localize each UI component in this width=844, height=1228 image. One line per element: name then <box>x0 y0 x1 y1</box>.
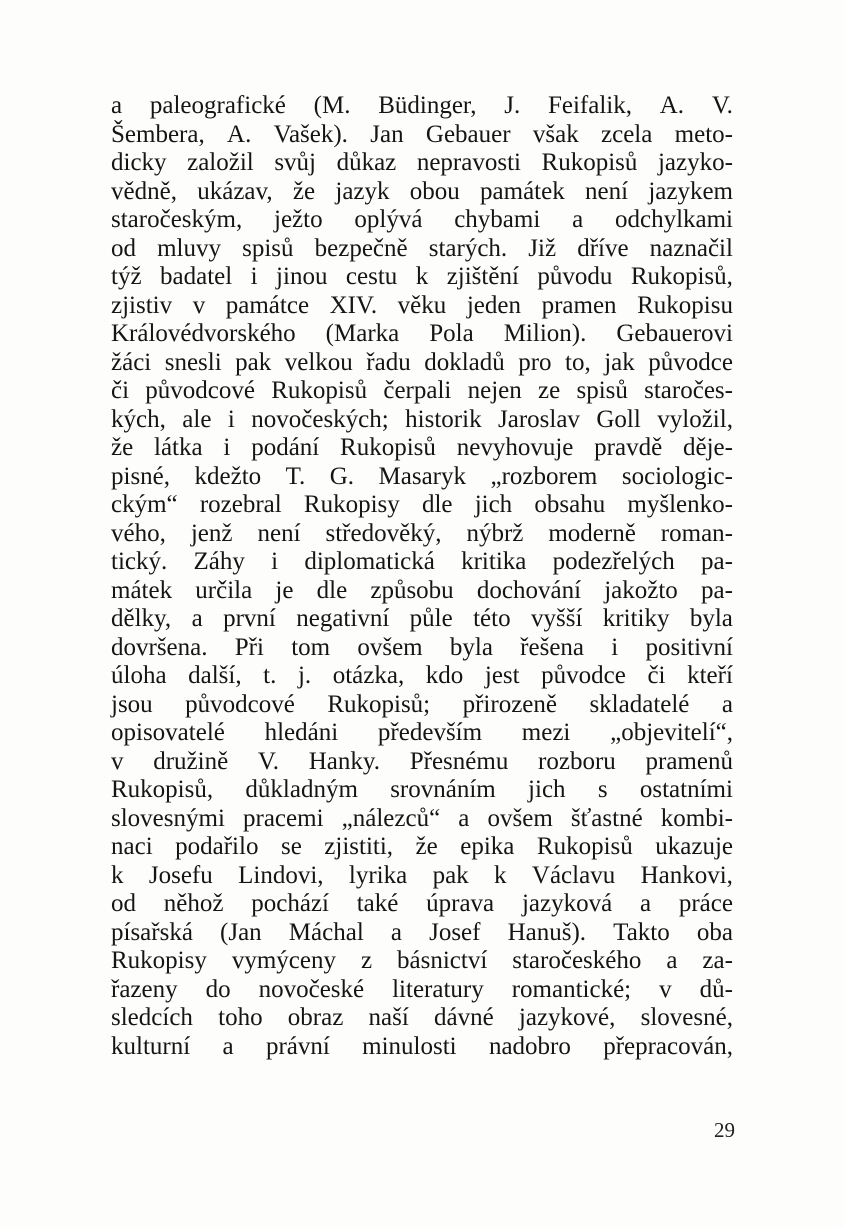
word: spisů <box>242 234 294 262</box>
word: podařilo <box>175 833 259 860</box>
word: kdežto <box>194 462 262 490</box>
word: kých, <box>111 405 166 433</box>
word: či <box>647 662 666 689</box>
word: k <box>494 861 507 889</box>
word: Hankovi, <box>640 861 733 889</box>
word: k <box>415 263 429 290</box>
word: novočeských; <box>251 405 389 433</box>
word: látka <box>154 434 203 461</box>
text-line <box>111 92 733 121</box>
word: podání <box>251 434 320 461</box>
text-line <box>111 890 733 919</box>
text-line <box>111 548 733 577</box>
word: vého, <box>111 519 166 547</box>
word: jazyková <box>521 890 613 917</box>
word: Rukopisů <box>271 377 368 404</box>
word: středověký, <box>325 519 442 547</box>
word: není <box>257 519 301 547</box>
text-line <box>111 947 733 976</box>
word: snesli <box>164 348 222 376</box>
word: to, <box>565 348 591 376</box>
word: pa- <box>701 548 733 575</box>
page-number: 29 <box>714 1118 735 1142</box>
word: (M. <box>313 92 351 119</box>
word: z <box>360 947 373 974</box>
word: staročeským, <box>111 206 243 233</box>
word: určila <box>195 576 253 604</box>
word: Při <box>234 633 264 661</box>
text-line <box>111 805 733 834</box>
word: jeden <box>466 291 521 319</box>
word: Hanuš). <box>507 918 587 946</box>
word: dů- <box>699 975 733 1003</box>
word: ale <box>182 405 212 433</box>
word: rozebral <box>199 491 282 518</box>
word: Takto <box>613 918 670 946</box>
word: Rukopisů <box>541 149 638 176</box>
word: myšlenko- <box>627 491 733 518</box>
text-line <box>111 178 733 207</box>
word: a <box>111 92 123 119</box>
word: t. <box>263 662 277 689</box>
word: novočeské <box>258 975 365 1003</box>
word: Gebauer <box>425 120 511 148</box>
word: byla <box>449 633 493 661</box>
word: kdo <box>425 662 464 689</box>
word: nadobro <box>488 1032 571 1060</box>
word: něhož <box>163 890 224 917</box>
word: Přesnému <box>409 747 509 775</box>
word: jak <box>604 348 635 376</box>
word: kritiky <box>602 605 670 632</box>
word: oplývá <box>354 206 423 233</box>
word: úloha <box>111 662 167 689</box>
text-line <box>111 320 733 349</box>
word: vymýceny <box>231 947 336 974</box>
word: nevyhovuje <box>456 434 574 461</box>
word: obou <box>409 177 460 205</box>
word: zjistiti, <box>324 833 394 860</box>
word: (Marka <box>325 320 400 347</box>
word: negativní <box>296 605 390 632</box>
word: další, <box>188 662 242 689</box>
word: Záhy <box>193 548 245 575</box>
word: a <box>458 804 470 832</box>
word: ovšem <box>487 804 553 832</box>
word: vědně, <box>111 177 177 205</box>
word: práce <box>678 890 733 917</box>
word: pramen <box>541 291 617 319</box>
word: srovnáním <box>390 776 496 803</box>
word: byla <box>689 605 733 632</box>
word: a <box>222 1032 234 1060</box>
word: Rukopisů, <box>630 263 733 290</box>
word: dovršena. <box>111 633 208 661</box>
word: dochování <box>476 576 582 604</box>
word: družině <box>153 747 229 775</box>
word: v <box>111 747 124 775</box>
word: písařská <box>111 918 193 946</box>
word: či <box>111 377 130 404</box>
word: pracemi <box>243 804 324 832</box>
text-line <box>111 634 733 663</box>
text-line <box>111 605 733 634</box>
word: i <box>611 633 619 661</box>
word: obraz <box>287 1004 344 1031</box>
word: dělky, <box>111 605 172 632</box>
word: ukazuje <box>655 833 733 860</box>
word: Lindovi, <box>238 861 324 889</box>
word: Královédvorského <box>111 320 296 347</box>
word: věku <box>397 291 447 319</box>
word: jich <box>528 776 566 803</box>
word: A. <box>227 120 252 148</box>
text-line <box>111 748 733 777</box>
word: jich <box>474 491 513 518</box>
word: oba <box>696 918 733 946</box>
word: Václavu <box>531 861 616 889</box>
word: (Jan <box>220 918 262 946</box>
word: nepravosti <box>416 149 521 176</box>
word: nejen <box>467 377 522 404</box>
word: především <box>377 719 483 746</box>
word: Hanky. <box>308 747 380 775</box>
word: Vašek). <box>273 120 348 148</box>
word: „rozborem <box>490 462 598 490</box>
word: badatel <box>160 263 233 290</box>
word: zjistiv <box>111 291 173 319</box>
word: týž <box>111 263 142 290</box>
word: staročes- <box>644 377 733 404</box>
word: dříve <box>577 234 629 262</box>
word: původce <box>648 348 733 376</box>
word: řešena <box>520 633 585 661</box>
text-line <box>111 976 733 1005</box>
word: ze <box>538 377 561 404</box>
word: pisné, <box>111 462 171 490</box>
word: žáci <box>111 348 152 376</box>
text-line <box>111 1004 733 1033</box>
word: i <box>271 548 279 575</box>
word: však <box>532 120 579 148</box>
word: Josefu <box>148 861 213 889</box>
word: jinou <box>276 263 328 290</box>
text-line <box>111 349 733 378</box>
word: svůj <box>274 149 316 176</box>
word: Jaroslav <box>498 405 580 433</box>
text-line <box>111 463 733 492</box>
word: pak <box>432 861 469 889</box>
word: Josef <box>429 918 481 946</box>
text-line <box>111 776 733 805</box>
word: toho <box>218 1004 263 1031</box>
word: právní <box>265 1032 330 1060</box>
text-line <box>111 691 733 720</box>
word: památek <box>480 177 565 205</box>
word: kteří <box>687 662 733 689</box>
text-line <box>111 206 733 235</box>
word: slovesné, <box>640 1004 733 1031</box>
word: Büdinger, <box>378 92 477 119</box>
word: romantické; <box>511 975 632 1003</box>
word: vyšší <box>530 605 583 632</box>
text-line <box>111 577 733 606</box>
word: obsahu <box>534 491 606 518</box>
word: původcové <box>185 690 295 718</box>
text-line <box>111 833 733 862</box>
word: básnictví <box>397 947 488 974</box>
text-line <box>111 862 733 891</box>
word: a <box>721 690 733 718</box>
body-text <box>111 92 733 1061</box>
word: Masaryk <box>378 462 467 490</box>
word: a <box>390 918 402 946</box>
word: že <box>292 177 316 205</box>
word: Jan <box>370 120 404 148</box>
word: hledáni <box>264 719 339 746</box>
word: J. <box>504 92 521 119</box>
word: pramenů <box>645 747 733 775</box>
word: pochází <box>251 890 329 917</box>
word: nýbrž <box>466 519 524 547</box>
word: i <box>227 405 235 433</box>
text-line <box>111 377 733 406</box>
word: jazyk <box>335 177 390 205</box>
word: v <box>659 975 672 1003</box>
text-line <box>111 719 733 748</box>
word: diplomatická <box>304 548 435 575</box>
word: roman- <box>660 519 733 547</box>
word: a <box>666 947 678 974</box>
word: k <box>111 861 124 889</box>
word: jsou <box>111 690 153 718</box>
word: také <box>356 890 399 917</box>
word: Již <box>528 234 557 262</box>
text-line <box>111 292 733 321</box>
word: Rukopisu <box>637 291 733 319</box>
word: řadu <box>366 348 411 376</box>
word: že <box>415 833 438 860</box>
word: tický. <box>111 548 168 575</box>
word: děje- <box>683 434 733 461</box>
word: a <box>572 206 584 233</box>
word: jazyko- <box>657 149 733 176</box>
word: od <box>111 890 136 917</box>
word: meto- <box>674 120 733 148</box>
word: řazeny <box>111 975 178 1003</box>
word: tom <box>291 633 331 661</box>
word: velkou <box>284 348 353 376</box>
word: Máchal <box>288 918 364 946</box>
word: důkaz <box>336 149 397 176</box>
text-line <box>111 149 733 178</box>
word: kulturní <box>111 1032 191 1060</box>
word: za- <box>702 947 733 974</box>
word: literatury <box>392 975 484 1003</box>
text-line <box>111 1033 733 1062</box>
word: Rukopisů; <box>327 690 431 718</box>
word: Pola <box>429 320 474 347</box>
word: dicky <box>111 149 167 176</box>
word: rozboru <box>538 747 616 775</box>
word: naznačil <box>649 234 733 262</box>
word: dokladů <box>424 348 505 376</box>
word: podezřelých <box>552 548 675 575</box>
word: mezi <box>521 719 571 746</box>
word: jakožto <box>604 576 678 604</box>
word: původcové <box>145 377 255 404</box>
word: a <box>191 605 203 632</box>
word: způsobu <box>370 576 454 604</box>
word: dle <box>316 576 348 604</box>
text-line <box>111 406 733 435</box>
word: důkladným <box>245 776 358 803</box>
word: pak <box>235 348 272 376</box>
word: A. <box>659 92 685 119</box>
word: Feifalik, <box>547 92 632 119</box>
word: a <box>639 890 652 917</box>
word: pravdě <box>594 434 663 461</box>
word: Rukopisů <box>340 434 436 461</box>
word: dle <box>421 491 453 518</box>
word: jazykem <box>648 177 733 205</box>
word: dávné <box>434 1004 494 1031</box>
word: první <box>223 605 276 632</box>
word: odchylkami <box>614 206 733 233</box>
word: přepracován, <box>603 1032 733 1060</box>
word: se <box>280 833 302 860</box>
word: jazykové, <box>518 1004 616 1031</box>
word: že <box>111 434 134 461</box>
text-line <box>111 919 733 948</box>
word: cestu <box>345 263 398 290</box>
word: kombi- <box>660 804 733 832</box>
word: Goll <box>596 405 641 433</box>
text-line <box>111 434 733 463</box>
word: sledcích <box>111 1004 193 1031</box>
word: G. <box>329 462 355 490</box>
word: půle <box>409 605 453 632</box>
word: původce <box>541 662 626 689</box>
word: „objevitelí“, <box>610 719 733 746</box>
word: Gebauerovi <box>616 320 733 347</box>
word: do <box>205 975 231 1003</box>
word: od <box>111 234 136 262</box>
word: zjištění <box>446 263 519 290</box>
word: ovšem <box>357 633 423 661</box>
word: ježto <box>274 206 323 233</box>
word: positivní <box>645 633 733 661</box>
word: Rukopisy <box>303 491 400 518</box>
text-line <box>111 235 733 264</box>
word: jenž <box>190 519 233 547</box>
word: naší <box>368 1004 409 1031</box>
word: historik <box>405 405 482 433</box>
word: paleografické <box>149 92 286 119</box>
word: otázka, <box>332 662 405 689</box>
word: této <box>473 605 511 632</box>
text-line <box>111 491 733 520</box>
word: mátek <box>111 576 173 604</box>
word: vyložil, <box>657 405 733 433</box>
word: Šembera, <box>111 120 205 148</box>
word: moderně <box>548 519 636 547</box>
word: j. <box>297 662 312 689</box>
word: Rukopisy <box>111 947 207 974</box>
word: XIV. <box>329 291 378 319</box>
word: mluvy <box>157 234 222 262</box>
word: ckým“ <box>111 491 178 518</box>
word: čerpali <box>383 377 452 404</box>
word: je <box>275 576 294 604</box>
word: T. <box>285 462 306 490</box>
word: bezpečně <box>314 234 408 262</box>
word: V. <box>711 92 733 119</box>
word: jest <box>484 662 520 689</box>
word: původu <box>537 263 613 290</box>
word: minulosti <box>362 1032 457 1060</box>
word: zcela <box>601 120 653 148</box>
word: přirozeně <box>462 690 557 718</box>
word: i <box>250 263 258 290</box>
text-line <box>111 263 733 292</box>
word: úprava <box>426 890 495 917</box>
word: sociologic- <box>621 462 733 490</box>
word: pro <box>518 348 552 376</box>
word: Rukopisů <box>536 833 633 860</box>
word: staročeského <box>512 947 642 974</box>
word: epika <box>460 833 515 860</box>
word: není <box>585 177 629 205</box>
word: „nálezců“ <box>341 804 441 832</box>
word: kritika <box>461 548 527 575</box>
word: slovesnými <box>111 804 225 832</box>
text-line <box>111 520 733 549</box>
word: naci <box>111 833 153 860</box>
word: V. <box>257 747 279 775</box>
word: Rukopisů, <box>111 776 214 803</box>
word: lyrika <box>348 861 408 889</box>
word: založil <box>187 149 254 176</box>
word: šťastné <box>570 804 643 832</box>
word: v <box>192 291 206 319</box>
text-line <box>111 121 733 150</box>
text-line <box>111 662 733 691</box>
word: pa- <box>700 576 733 604</box>
word: starých. <box>428 234 508 262</box>
word: i <box>223 434 231 461</box>
word: spisů <box>576 377 628 404</box>
word: památce <box>225 291 310 319</box>
word: chybami <box>454 206 541 233</box>
word: skladatelé <box>589 690 690 718</box>
word: s <box>597 776 608 803</box>
word: ukázav, <box>197 177 273 205</box>
word: opisovatelé <box>111 719 225 746</box>
word: Milion). <box>503 320 587 347</box>
word: ostatními <box>639 776 733 803</box>
